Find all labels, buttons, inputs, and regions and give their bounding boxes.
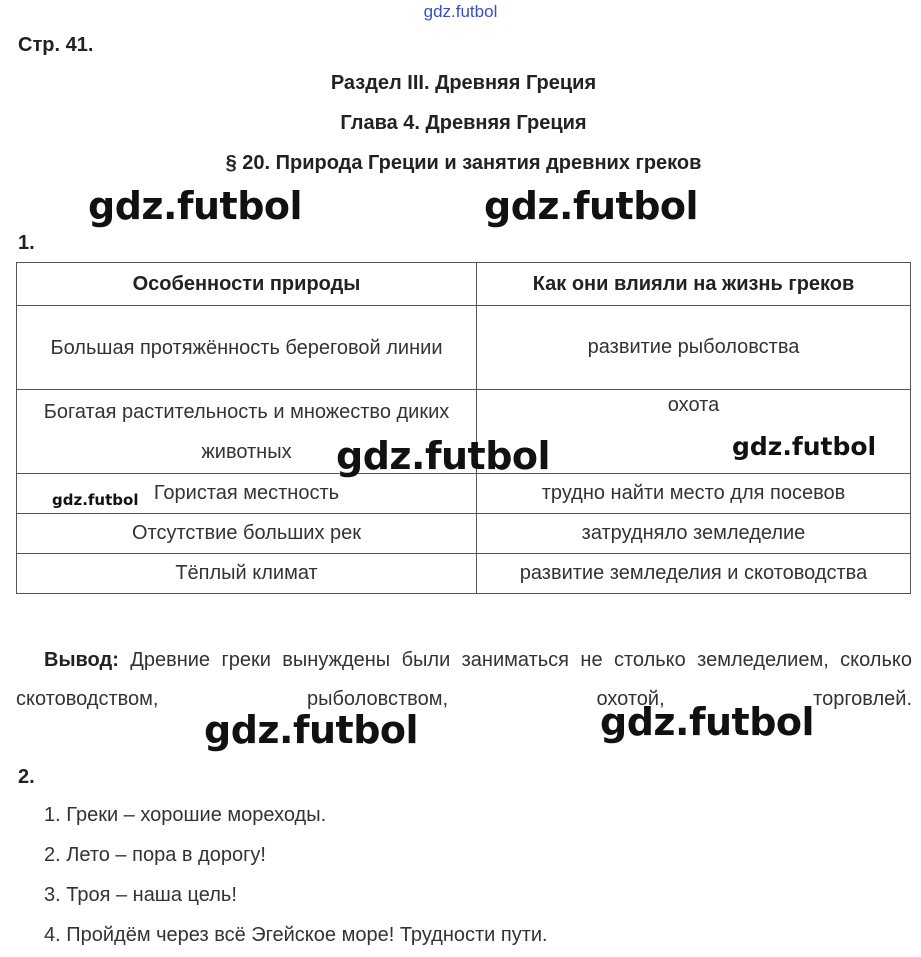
table-cell-influence: затрудняло земледелие xyxy=(477,514,911,554)
watermark: gdz.futbol xyxy=(52,491,139,509)
task-1-number: 1. xyxy=(18,232,35,254)
table-row xyxy=(17,514,911,554)
page-number: Стр. 41. xyxy=(18,34,94,56)
list-item: 2. Лето – пора в дорогу! xyxy=(44,844,266,866)
table-row xyxy=(17,474,911,514)
table-header-cell: Как они влияли на жизнь греков xyxy=(477,263,911,306)
table-header-row xyxy=(17,263,911,306)
task-2-number: 2. xyxy=(18,766,35,788)
watermark: gdz.futbol xyxy=(484,184,699,228)
table-cell-feature xyxy=(17,306,477,390)
list-item: 1. Греки – хорошие мореходы. xyxy=(44,804,327,826)
top-watermark: gdz.futbol xyxy=(423,2,498,21)
table-cell-influence: развитие рыболовства xyxy=(477,306,911,390)
cell-text: Большая протяжённость береговой линии xyxy=(50,336,443,359)
chapter-heading: Глава 4. Древняя Греция xyxy=(340,112,587,134)
paragraph-heading: § 20. Природа Греции и занятия древних греков xyxy=(225,152,702,174)
section-heading: Раздел III. Древняя Греция xyxy=(330,72,597,94)
watermark: gdz.futbol xyxy=(204,708,419,752)
conclusion-label: Вывод: xyxy=(44,649,119,671)
table-cell-feature: Гористая местность xyxy=(17,474,477,514)
table-cell-influence: развитие земледелия и скотоводства xyxy=(477,554,911,594)
table-row xyxy=(17,554,911,594)
table-cell-influence: охота xyxy=(477,390,911,474)
conclusion-body: Древние греки вынуждены были заниматься не столько земледелием, сколько скотоводством, рыболовством, охотой, торговлей. xyxy=(16,649,912,710)
list-item: 3. Троя – наша цель! xyxy=(44,884,237,906)
table-cell-feature: Тёплый климат xyxy=(17,554,477,594)
table-header-cell: Особенности природы xyxy=(17,263,477,306)
watermark: gdz.futbol xyxy=(88,184,303,228)
watermark: gdz.futbol xyxy=(336,434,551,478)
cell-text: Богатая растительность и множество диких животных xyxy=(43,400,450,463)
table-row xyxy=(17,306,911,390)
table-cell-influence: трудно найти место для посевов xyxy=(477,474,911,514)
table-cell-feature: Отсутствие больших рек xyxy=(17,514,477,554)
watermark: gdz.futbol xyxy=(600,700,815,744)
watermark: gdz.futbol xyxy=(732,432,877,461)
list-item: 4. Пройдём через всё Эгейское море! Трудности пути. xyxy=(44,924,548,946)
nature-influence-table xyxy=(16,262,911,594)
